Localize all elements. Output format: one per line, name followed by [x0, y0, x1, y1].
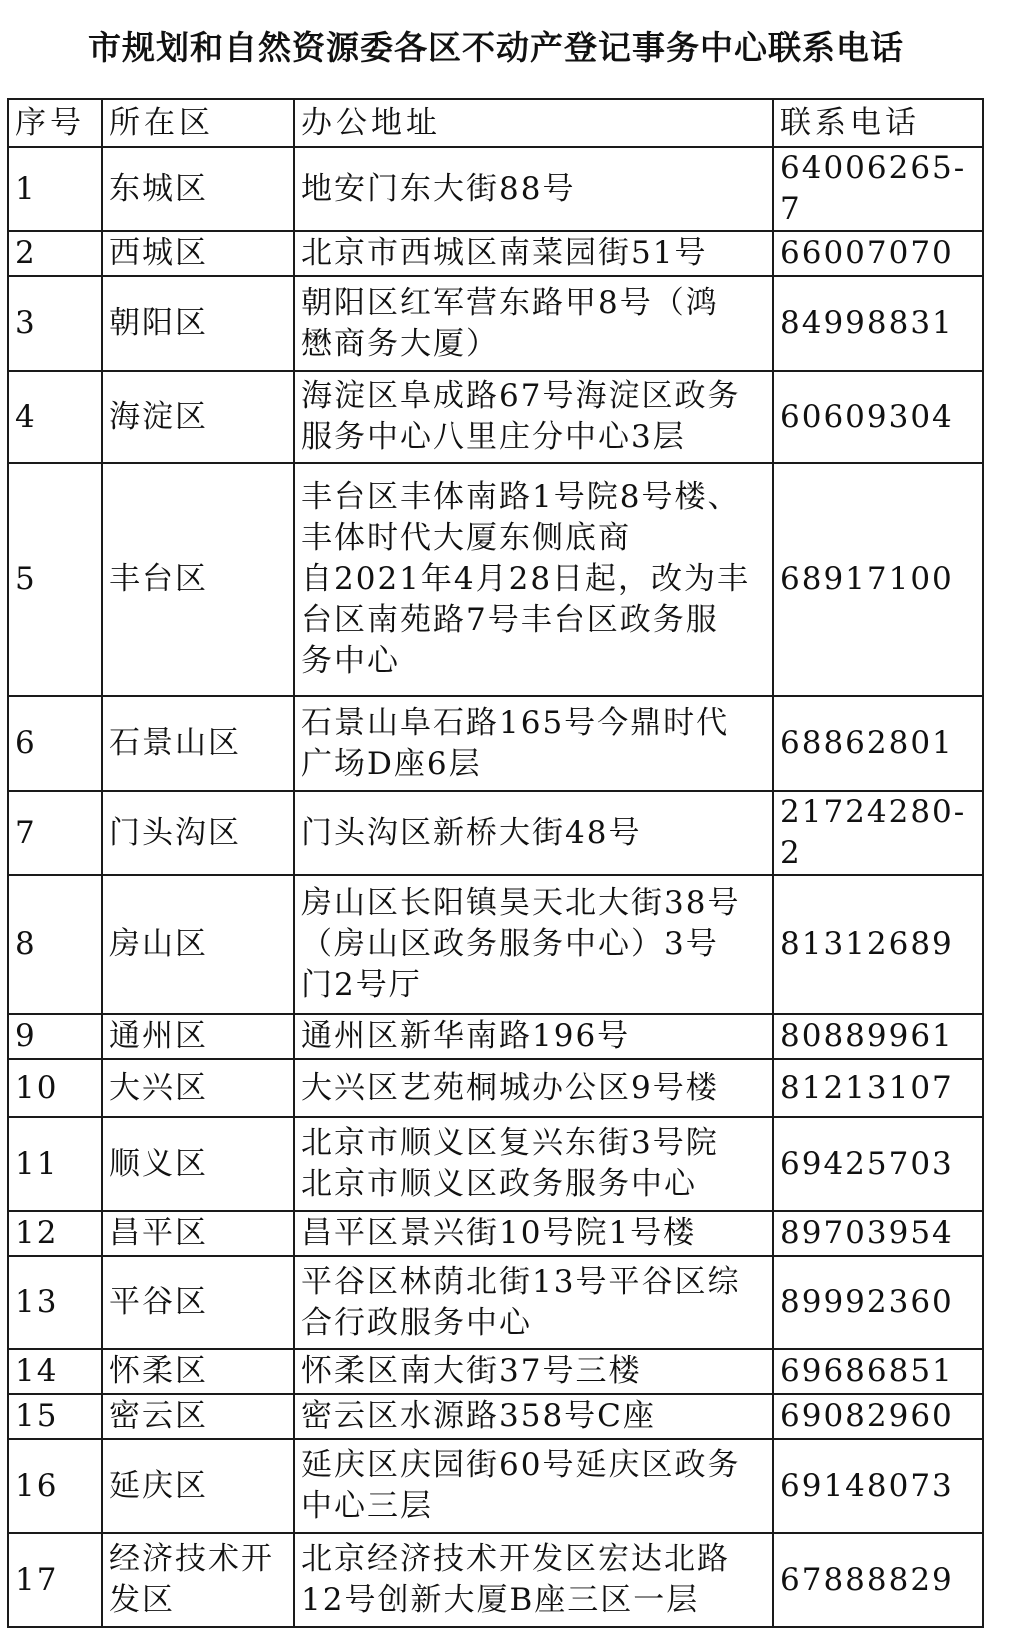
address-line: 延庆区庆园街60号延庆区政务	[301, 1447, 741, 1483]
cell-phone: 69082960	[773, 1394, 983, 1439]
cell-phone: 64006265-7	[773, 147, 983, 231]
cell-district: 怀柔区	[102, 1349, 294, 1394]
cell-serial-number: 6	[8, 696, 102, 791]
table-row	[8, 696, 983, 791]
cell-office-address	[294, 371, 773, 463]
address-line: 丰台区丰体南路1号院8号楼、	[301, 479, 741, 515]
cell-phone: 69148073	[773, 1439, 983, 1533]
cell-phone: 66007070	[773, 231, 983, 276]
table-row	[8, 1256, 983, 1349]
cell-district: 顺义区	[102, 1117, 294, 1211]
cell-district: 通州区	[102, 1014, 294, 1059]
cell-district: 平谷区	[102, 1256, 294, 1349]
cell-office-address	[294, 1059, 773, 1117]
address-line: 石景山阜石路165号今鼎时代	[301, 704, 730, 741]
cell-district: 房山区	[102, 875, 294, 1014]
address-line: 怀柔区南大街37号三楼	[301, 1353, 642, 1389]
cell-phone: 81213107	[773, 1059, 983, 1117]
table-row	[8, 1394, 983, 1439]
cell-district: 经济技术开发区	[102, 1533, 294, 1627]
cell-office-address	[294, 1014, 773, 1059]
address-line: 北京市西城区南菜园街51号	[301, 235, 708, 271]
header-phone: 联系电话	[773, 99, 983, 147]
cell-office-address	[294, 1349, 773, 1394]
cell-district: 石景山区	[102, 696, 294, 791]
cell-serial-number: 16	[8, 1439, 102, 1533]
cell-office-address	[294, 875, 773, 1014]
address-line: 12号创新大厦B座三区一层	[301, 1582, 700, 1618]
table-row	[8, 147, 983, 231]
cell-office-address	[294, 696, 773, 791]
cell-district: 东城区	[102, 147, 294, 231]
cell-phone: 68862801	[773, 696, 983, 791]
address-line: 昌平区景兴街10号院1号楼	[301, 1215, 697, 1251]
header-serial-number: 序号	[8, 99, 102, 147]
cell-office-address	[294, 791, 773, 875]
table-row	[8, 1211, 983, 1256]
address-line: 北京经济技术开发区宏达北路	[301, 1541, 730, 1577]
cell-serial-number: 5	[8, 463, 102, 696]
cell-office-address	[294, 147, 773, 231]
cell-phone: 89992360	[773, 1256, 983, 1349]
cell-phone: 69686851	[773, 1349, 983, 1394]
cell-phone: 81312689	[773, 875, 983, 1014]
address-line: 北京市顺义区政务服务中心	[301, 1166, 697, 1202]
page-title: 市规划和自然资源委各区不动产登记事务中心联系电话	[88, 28, 904, 67]
cell-district: 门头沟区	[102, 791, 294, 875]
table-row	[8, 1533, 983, 1627]
table-row	[8, 463, 983, 696]
table-row	[8, 791, 983, 875]
cell-serial-number: 3	[8, 276, 102, 371]
cell-serial-number: 13	[8, 1256, 102, 1349]
address-line: 服务中心八里庄分中心3层	[301, 419, 686, 455]
cell-serial-number: 10	[8, 1059, 102, 1117]
table-row	[8, 371, 983, 463]
cell-phone: 68917100	[773, 463, 983, 696]
table-row	[8, 276, 983, 371]
address-line: 密云区水源路358号C座	[301, 1398, 656, 1434]
address-line: 门2号厅	[301, 967, 422, 1003]
address-line: 务中心	[301, 643, 400, 679]
address-line: 丰体时代大厦东侧底商	[301, 520, 631, 556]
cell-serial-number: 14	[8, 1349, 102, 1394]
cell-office-address	[294, 1211, 773, 1256]
cell-district: 延庆区	[102, 1439, 294, 1533]
cell-district: 昌平区	[102, 1211, 294, 1256]
table-header-row	[8, 99, 983, 147]
cell-district: 朝阳区	[102, 276, 294, 371]
cell-district: 大兴区	[102, 1059, 294, 1117]
cell-office-address	[294, 463, 773, 696]
cell-district: 密云区	[102, 1394, 294, 1439]
cell-serial-number: 15	[8, 1394, 102, 1439]
table-row	[8, 231, 983, 276]
table-body	[8, 147, 983, 1627]
cell-office-address	[294, 276, 773, 371]
cell-phone: 60609304	[773, 371, 983, 463]
cell-office-address	[294, 1117, 773, 1211]
address-line: 广场D座6层	[301, 745, 482, 782]
header-office-address: 办公地址	[294, 99, 773, 147]
address-line: 中心三层	[301, 1488, 433, 1524]
cell-district: 丰台区	[102, 463, 294, 696]
cell-serial-number: 8	[8, 875, 102, 1014]
cell-serial-number: 17	[8, 1533, 102, 1627]
cell-office-address	[294, 1439, 773, 1533]
address-line: 合行政服务中心	[301, 1304, 532, 1341]
address-line: 台区南苑路7号丰台区政务服	[301, 602, 719, 638]
cell-serial-number: 4	[8, 371, 102, 463]
cell-serial-number: 1	[8, 147, 102, 231]
table-row	[8, 1439, 983, 1533]
cell-serial-number: 11	[8, 1117, 102, 1211]
cell-phone: 67888829	[773, 1533, 983, 1627]
address-line: 平谷区林荫北街13号平谷区综	[301, 1263, 741, 1300]
cell-phone: 21724280-2	[773, 791, 983, 875]
address-line: 自2021年4月28日起，改为丰	[301, 561, 751, 597]
address-line: 地安门东大街88号	[301, 170, 576, 207]
cell-phone: 69425703	[773, 1117, 983, 1211]
table-row	[8, 875, 983, 1014]
address-line: 海淀区阜成路67号海淀区政务	[301, 378, 741, 414]
address-line: 懋商务大厦）	[301, 325, 499, 362]
address-line: 北京市顺义区复兴东街3号院	[301, 1125, 719, 1161]
cell-office-address	[294, 231, 773, 276]
table-row	[8, 1349, 983, 1394]
cell-office-address	[294, 1533, 773, 1627]
address-line: 通州区新华南路196号	[301, 1018, 631, 1054]
cell-serial-number: 9	[8, 1014, 102, 1059]
cell-serial-number: 2	[8, 231, 102, 276]
cell-serial-number: 7	[8, 791, 102, 875]
cell-phone: 84998831	[773, 276, 983, 371]
cell-serial-number: 12	[8, 1211, 102, 1256]
address-line: 朝阳区红军营东路甲8号（鸿	[301, 284, 719, 321]
cell-office-address	[294, 1394, 773, 1439]
table-row	[8, 1014, 983, 1059]
contact-table	[7, 98, 984, 1628]
address-line: 大兴区艺苑桐城办公区9号楼	[301, 1069, 719, 1106]
table-row	[8, 1059, 983, 1117]
table-row	[8, 1117, 983, 1211]
header-district: 所在区	[102, 99, 294, 147]
cell-district: 西城区	[102, 231, 294, 276]
cell-phone: 80889961	[773, 1014, 983, 1059]
cell-office-address	[294, 1256, 773, 1349]
address-line: （房山区政务服务中心）3号	[301, 926, 719, 962]
cell-phone: 89703954	[773, 1211, 983, 1256]
cell-district: 海淀区	[102, 371, 294, 463]
address-line: 房山区长阳镇昊天北大街38号	[301, 885, 741, 921]
address-line: 门头沟区新桥大街48号	[301, 814, 642, 851]
